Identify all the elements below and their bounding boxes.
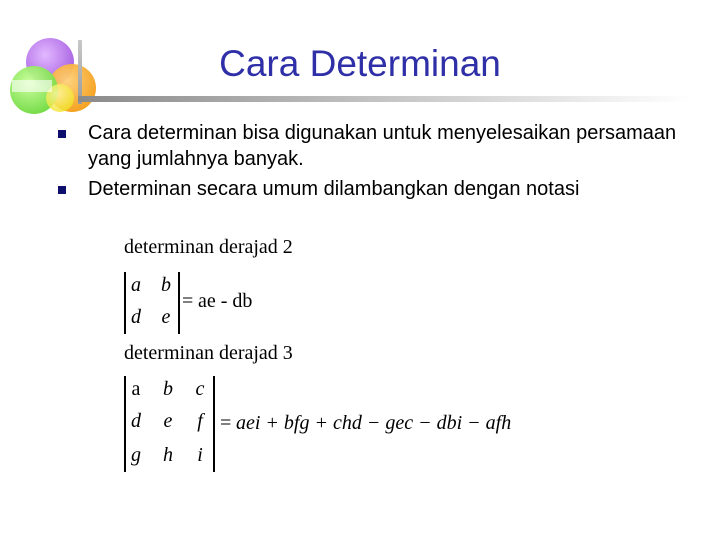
order3-determinant	[124, 376, 216, 472]
slide-title: Cara Determinan	[219, 43, 501, 84]
matrix-cell: b	[163, 378, 173, 400]
title-underline	[78, 96, 690, 102]
matrix-cell: i	[197, 444, 203, 466]
det-right-bar	[213, 376, 215, 472]
bullet-list	[58, 120, 698, 206]
matrix-cell: d	[131, 410, 141, 432]
bullet-item	[58, 176, 698, 202]
det-right-bar	[178, 272, 180, 334]
matrix-cell: c	[195, 378, 205, 400]
bullet-text: Determinan secara umum dilambangkan dengan notasi	[88, 178, 580, 200]
order3-result: aei + bfg + chd − gec − dbi − afh	[236, 412, 512, 434]
matrix-cell: a	[131, 378, 141, 400]
bullet-square-icon	[58, 130, 66, 138]
matrix-cell: h	[163, 444, 173, 466]
order3-heading: determinan derajad 3	[124, 342, 293, 364]
matrix-cell: d	[131, 306, 141, 328]
bullet-text: Cara determinan bisa digunakan untuk menyelesaikan persamaan yang jumlahnya banyak.	[88, 122, 677, 170]
bullet-item	[58, 120, 698, 172]
order2-result: ae - db	[198, 290, 253, 312]
matrix-cell: f	[197, 410, 203, 432]
matrix-cell: a	[131, 274, 141, 296]
matrix-cell: b	[161, 274, 171, 296]
matrix-cell: e	[161, 306, 171, 328]
bullet-square-icon	[58, 186, 66, 194]
order2-determinant	[124, 272, 180, 334]
matrix-cell: e	[163, 410, 173, 432]
order2-heading: determinan derajad 2	[124, 236, 293, 258]
matrix-cell: g	[131, 444, 141, 466]
order2-equals: =	[182, 290, 194, 312]
order3-equals: =	[220, 412, 232, 434]
